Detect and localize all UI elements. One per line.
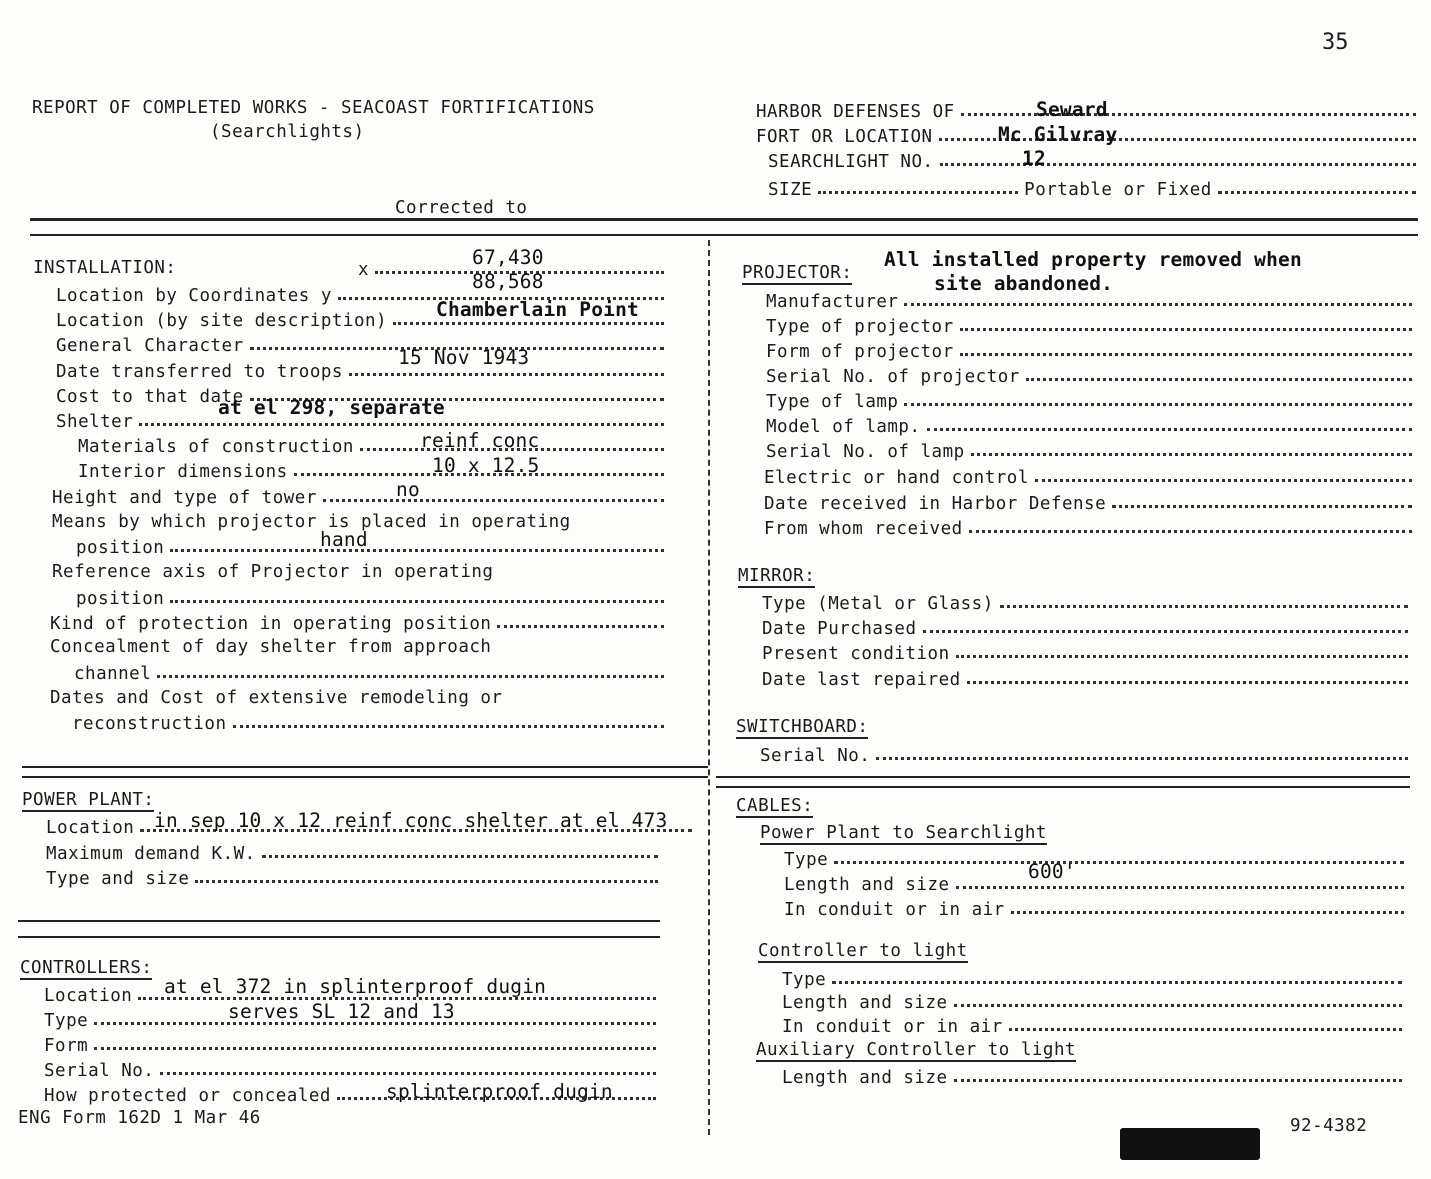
materials-label: Materials of construction: [78, 437, 354, 457]
installation-heading: INSTALLATION:: [33, 258, 177, 278]
ctrl-conduit-label: In conduit or in air: [782, 1017, 1003, 1037]
reference-position-field: [76, 585, 664, 609]
interior-dimensions-label: Interior dimensions: [78, 462, 288, 482]
pp-conduit-field: [784, 896, 1404, 920]
header-rule-2: [30, 234, 1418, 236]
corrected-to-label: Corrected to: [395, 198, 528, 218]
cost-label: Cost to that date: [56, 387, 244, 407]
pp-length-label: Length and size: [784, 875, 950, 895]
date-received-field: [764, 490, 1412, 514]
position-field: [76, 534, 664, 558]
power-type-field: [46, 865, 658, 889]
controller-form-field: [44, 1032, 656, 1056]
switchboard-serial-field: [760, 742, 1408, 766]
interior-dimensions-value: 10 x 12.5: [432, 454, 540, 477]
pp-cable-heading: Power Plant to Searchlight: [760, 823, 1047, 843]
mirror-type-label: Type (Metal or Glass): [762, 594, 994, 614]
aux-length-label: Length and size: [782, 1068, 948, 1088]
x-label: x: [358, 260, 370, 280]
harbor-defenses-value: Seward: [1036, 98, 1108, 121]
purchased-field: [762, 615, 1408, 639]
lamp-model-field: [766, 413, 1412, 437]
power-type-label: Type and size: [46, 869, 190, 889]
controller-location-value: at el 372 in splinterproof dugin: [164, 975, 547, 998]
date-transferred-label: Date transferred to troops: [56, 362, 343, 382]
projector-type-field: [766, 313, 1412, 337]
lamp-serial-field: [766, 438, 1412, 462]
form-subtitle: (Searchlights): [210, 122, 365, 142]
tower-label: Height and type of tower: [52, 488, 317, 508]
demand-label: Maximum demand K.W.: [46, 844, 256, 864]
control-field: [764, 464, 1412, 488]
protection-label: Kind of protection in operating position: [50, 614, 492, 634]
fort-label: FORT OR LOCATION: [756, 127, 933, 147]
power-plant-heading: POWER PLANT:: [22, 790, 155, 810]
column-divider: [708, 240, 710, 1135]
fort-value: Mc Gilvray: [998, 123, 1118, 146]
form-id: ENG Form 162D 1 Mar 46: [18, 1108, 261, 1128]
materials-field: [78, 433, 664, 457]
reconstruction-label: reconstruction: [72, 714, 227, 734]
coordinates-label: Location by Coordinates y: [56, 286, 332, 306]
controller-location-label: Location: [44, 986, 133, 1006]
condition-label: Present condition: [762, 644, 950, 664]
site-description-value: Chamberlain Point: [436, 298, 639, 321]
pp-type-field: [784, 846, 1404, 870]
pp-length-field: [784, 871, 1404, 895]
general-character-field: [56, 332, 664, 356]
power-location-label: Location: [46, 818, 135, 838]
size-label: SIZE: [768, 180, 813, 200]
shelter-label: Shelter: [56, 412, 134, 432]
projector-note-line1: All installed property removed when: [884, 248, 1302, 271]
concealment-label: Concealment of day shelter from approach: [50, 637, 492, 657]
channel-label: channel: [74, 664, 152, 684]
page-number: 35: [1322, 30, 1349, 55]
projector-form-label: Form of projector: [766, 342, 954, 362]
lamp-model-label: Model of lamp.: [766, 417, 921, 437]
size-options: Portable or Fixed: [1024, 180, 1212, 200]
pp-type-label: Type: [784, 850, 829, 870]
aux-length-field: [782, 1064, 1402, 1088]
tower-value: no: [396, 478, 420, 501]
from-whom-label: From whom received: [764, 519, 963, 539]
protection-field: [50, 610, 664, 634]
date-received-label: Date received in Harbor Defense: [764, 494, 1107, 514]
projector-heading: PROJECTOR:: [742, 263, 853, 283]
mirror-heading: MIRROR:: [738, 566, 816, 586]
projector-serial-field: [766, 363, 1412, 387]
controller-serial-field: [44, 1057, 656, 1081]
ctrl-type-field: [782, 966, 1402, 990]
reconstruction-field: [72, 710, 664, 734]
from-whom-field: [764, 515, 1412, 539]
controller-form-label: Form: [44, 1036, 89, 1056]
pp-length-value: 600': [1028, 860, 1076, 883]
projector-note-line2: site abandoned.: [934, 272, 1114, 295]
controller-type-label: Type: [44, 1011, 89, 1031]
cables-heading: CABLES:: [736, 796, 814, 816]
date-transferred-value: 15 Nov 1943: [398, 346, 530, 369]
aux-cable-heading: Auxiliary Controller to light: [756, 1040, 1077, 1060]
x-coordinate-value: 67,430: [472, 246, 544, 269]
tower-field: [52, 484, 664, 508]
manufacturer-field: [766, 288, 1412, 312]
pp-conduit-label: In conduit or in air: [784, 900, 1005, 920]
interior-dimensions-field: [78, 458, 664, 482]
position-value: hand: [320, 528, 368, 551]
ctrl-length-field: [782, 989, 1402, 1013]
ctrl-type-label: Type: [782, 970, 827, 990]
shelter-value: at el 298, separate: [218, 396, 445, 419]
repaired-field: [762, 666, 1408, 690]
general-character-label: General Character: [56, 336, 244, 356]
controller-protected-label: How protected or concealed: [44, 1086, 331, 1106]
projector-serial-label: Serial No. of projector: [766, 367, 1020, 387]
ctrl-conduit-field: [782, 1013, 1402, 1037]
mid-rule-right: [716, 776, 1410, 778]
ctrl-length-label: Length and size: [782, 993, 948, 1013]
date-transferred-field: [56, 358, 664, 382]
reference-position-label: position: [76, 589, 165, 609]
materials-value: reinf conc: [420, 429, 540, 452]
lamp-type-field: [766, 388, 1412, 412]
manufacturer-label: Manufacturer: [766, 292, 899, 312]
remodel-label: Dates and Cost of extensive remodeling or: [50, 688, 503, 708]
site-description-label: Location (by site description): [56, 311, 388, 331]
controller-serial-label: Serial No.: [44, 1061, 155, 1081]
repaired-label: Date last repaired: [762, 670, 961, 690]
redaction-mark: [1120, 1128, 1260, 1160]
purchased-label: Date Purchased: [762, 619, 917, 639]
power-rule-2: [18, 936, 660, 938]
control-label: Electric or hand control: [764, 468, 1029, 488]
harbor-defenses-label: HARBOR DEFENSES OF: [756, 102, 955, 122]
lamp-type-label: Type of lamp: [766, 392, 899, 412]
power-location-value: in sep 10 x 12 reinf conc shelter at el 473: [154, 809, 668, 832]
controllers-heading: CONTROLLERS:: [20, 958, 153, 978]
controller-protected-value: splinterproof dugin: [386, 1080, 613, 1103]
size-field: [768, 176, 1416, 200]
lamp-serial-label: Serial No. of lamp: [766, 442, 965, 462]
reference-axis-label: Reference axis of Projector in operating: [52, 562, 494, 582]
means-label: Means by which projector is placed in operating: [52, 512, 571, 532]
power-rule: [18, 920, 660, 922]
document-number: 92-4382: [1290, 1116, 1368, 1136]
projector-form-field: [766, 338, 1412, 362]
channel-field: [74, 660, 664, 684]
searchlight-value: 12: [1022, 147, 1046, 170]
controller-type-value: serves SL 12 and 13: [228, 1000, 455, 1023]
switchboard-heading: SWITCHBOARD:: [736, 717, 869, 737]
projector-type-label: Type of projector: [766, 317, 954, 337]
mid-rule-left-2: [22, 776, 708, 778]
position-label: position: [76, 538, 165, 558]
mid-rule-left: [22, 766, 708, 768]
mid-rule-right-2: [716, 786, 1410, 788]
header-rule: [30, 218, 1418, 221]
controller-cable-heading: Controller to light: [758, 941, 968, 961]
y-coordinate-value: 88,568: [472, 270, 544, 293]
searchlight-label: SEARCHLIGHT NO.: [768, 152, 934, 172]
mirror-type-field: [762, 590, 1408, 614]
form-title: REPORT OF COMPLETED WORKS - SEACOAST FORTIFICATIONS: [32, 98, 595, 118]
demand-field: [46, 840, 658, 864]
searchlight-field: [768, 148, 1416, 172]
condition-field: [762, 640, 1408, 664]
switchboard-serial-label: Serial No.: [760, 746, 871, 766]
